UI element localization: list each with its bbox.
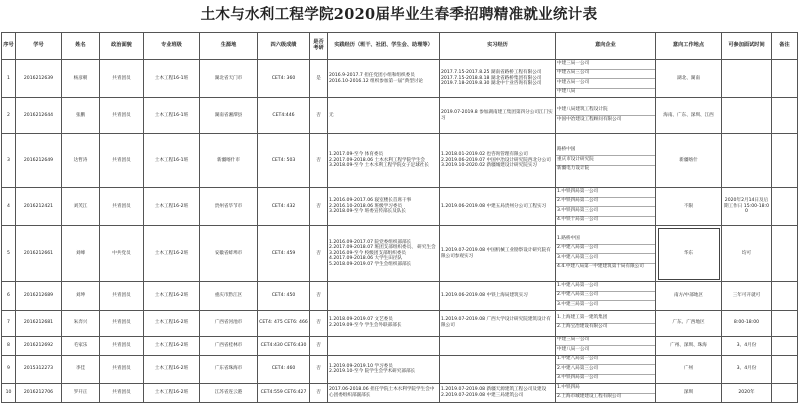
cell-remark	[772, 282, 798, 311]
company-entry: 4.4.中建八局第一中建建筑第十局有限公司	[557, 264, 644, 269]
cell-no: 1	[2, 60, 16, 98]
cell-major-class: 土木工程16-2班	[144, 336, 200, 355]
cell-origin: 湖北省天门市	[200, 60, 258, 98]
cell-interview-time: 三年可开就可	[722, 282, 772, 311]
cell-target-location: 海南、广东、深圳、江西	[656, 98, 722, 134]
cell-student-id: 2016212689	[16, 282, 62, 311]
cell-cet-score: CET4: 432	[258, 188, 310, 226]
company-entry: 中建八局	[557, 89, 576, 94]
cell-target-location: 华东	[656, 226, 722, 282]
company-entry: 中国中冶建设工程顾问有限公司	[557, 116, 622, 122]
cell-no: 7	[2, 310, 16, 336]
company-entry: 1.中铁四局第一公司	[556, 188, 655, 198]
cell-target-companies	[556, 282, 656, 311]
company-entry: 3.中铁四局第一公司	[557, 375, 599, 380]
cell-student-id: 2016212644	[16, 98, 62, 134]
cell-cet-score: CET4: 459	[258, 226, 310, 282]
cell-target-location: 广州	[656, 355, 722, 384]
cell-no: 9	[2, 355, 16, 384]
cell-name: 刘坤	[62, 282, 100, 311]
header-col-major-class: 专业班级	[144, 33, 200, 60]
header-col-practice: 实践经历（班干、社团、学生会、助理等）	[328, 33, 440, 60]
header-col-target-location: 意向工作地点	[656, 33, 722, 60]
cell-cet-score: CET4: 360	[258, 60, 310, 98]
cell-internship: 1.2019.06-2019.08 中建五局贵州分公司工程实习	[440, 188, 556, 226]
cell-target-location: 湖北、湖南	[656, 60, 722, 98]
header-col-no: 序号	[2, 33, 16, 60]
cell-cet-score: CET4: 475 CET6: 466	[258, 310, 310, 336]
company-entry: 中建三局一公司	[556, 337, 655, 347]
header-col-origin: 生源地	[200, 33, 258, 60]
cell-internship	[440, 355, 556, 384]
cell-cet-score: CET4:559 CET6:427	[258, 384, 310, 403]
cell-remark	[772, 336, 798, 355]
cell-origin: 广东省珠海市	[200, 355, 258, 384]
cell-student-id: 2016212692	[16, 336, 62, 355]
company-entry: 1.中铁四局	[556, 384, 655, 394]
company-entry: 2.中建八局第三公司	[556, 365, 655, 375]
cell-practice: 2017.06-2018.06 担任学院土木水利学院学生会中心团委组织部副部长	[328, 384, 440, 403]
cell-target-companies	[556, 336, 656, 355]
header-col-student-id: 学号	[16, 33, 62, 60]
cell-remark	[772, 134, 798, 188]
cell-cet-score: CET4: 503	[258, 134, 310, 188]
cell-target-location: 深圳	[656, 384, 722, 403]
cell-target-companies	[556, 60, 656, 98]
cell-target-location: 不限	[656, 188, 722, 226]
company-entry: 新疆电力设计院	[557, 166, 590, 172]
cell-remark	[772, 310, 798, 336]
cell-no: 3	[2, 134, 16, 188]
cell-name: 罗开正	[62, 384, 100, 403]
cell-remark	[772, 60, 798, 98]
cell-origin: 贵州省毕节市	[200, 188, 258, 226]
cell-target-location: 广州、深圳、珠海	[656, 336, 722, 355]
cell-practice: 1.2016.09-2017.07 院党委组织部部长 2.2017.09-2018.07 班团支部组织委员、 研究生会 3.2016.09-至今 校级团支部组织委员 4.2017.09-2018.06 大学生田径队 5.2018.09-2019.07 学生会组织部部长	[328, 226, 440, 282]
header-row	[2, 33, 798, 60]
cell-major-class: 土木工程16-2班	[144, 310, 200, 336]
company-entry: 2.上海宝冶建设有限公司	[557, 324, 608, 329]
cell-practice: 1.2016.09-2017.06 寝室楼长首席干事 2.2016.10-2018.06 班级学习委员 3.2018.09-至今 班委宣传部长及队长	[328, 188, 440, 226]
cell-name: 刘芙江	[62, 188, 100, 226]
header-col-internship: 实习经历	[440, 33, 556, 60]
cell-practice: 无	[328, 98, 440, 134]
cell-target-location: 广东、广西地区	[656, 310, 722, 336]
cell-cet-score: CET4: 450	[258, 282, 310, 311]
header-col-target-companies: 意向企业	[556, 33, 656, 60]
cell-target-location: 新疆喀什	[656, 134, 722, 188]
cell-major-class: 土木工程16-2班	[144, 355, 200, 384]
cell-remark	[772, 226, 798, 282]
cell-postgrad-exam: 否	[310, 134, 328, 188]
cell-practice: 1.2018.09-2019.07 文艺委员 2.2019.09-至今 学生会外联部部长	[328, 310, 440, 336]
cell-postgrad-exam: 否	[310, 226, 328, 282]
company-entry: 1.路桥中国	[556, 235, 655, 245]
cell-political-status: 共青团员	[100, 282, 144, 311]
cell-political-status: 共青团员	[100, 384, 144, 403]
cell-origin: 广西省河池市	[200, 310, 258, 336]
cell-name: 毛家乐	[62, 336, 100, 355]
header-col-postgrad-exam: 是否考研	[310, 33, 328, 60]
table-row	[2, 134, 798, 188]
cell-political-status: 共青团员	[100, 310, 144, 336]
table-row	[2, 282, 798, 311]
cell-interview-time: 2020年	[722, 384, 772, 403]
company-entry: 3.中建三局第一公司	[557, 301, 599, 307]
company-entry: 2.中铁四局第二公司	[556, 198, 655, 208]
cell-student-id: 2016212661	[16, 226, 62, 282]
cell-origin: 江苏省连云港	[200, 384, 258, 403]
table-row	[2, 336, 798, 355]
cell-name: 刘峰	[62, 226, 100, 282]
cell-internship	[440, 336, 556, 355]
header-col-name: 姓名	[62, 33, 100, 60]
header-col-interview-time: 可参加面试时间	[722, 33, 772, 60]
cell-student-id: 2016212639	[16, 60, 62, 98]
cell-postgrad-exam: 是	[310, 60, 328, 98]
employment-table	[1, 32, 798, 403]
cell-student-id: 2016212421	[16, 188, 62, 226]
company-entry: 中建八局建筑工程设计院	[556, 107, 655, 117]
cell-major-class: 土木工程16-2班	[144, 188, 200, 226]
company-entry: 中建五局一公司	[556, 79, 655, 89]
table-row	[2, 188, 798, 226]
cell-no: 10	[2, 384, 16, 403]
company-entry: 2.上海市城建建设工程有限公司	[557, 394, 622, 399]
cell-interview-time: 3、4月份	[722, 336, 772, 355]
cell-origin: 重庆市黔江区	[200, 282, 258, 311]
cell-no: 4	[2, 188, 16, 226]
cell-interview-time	[722, 60, 772, 98]
cell-name: 朱奔兴	[62, 310, 100, 336]
company-entry: 中建八局一公司	[557, 346, 590, 352]
cell-no: 6	[2, 282, 16, 311]
cell-name: 张鹏	[62, 98, 100, 134]
cell-internship: 2017.7.15-2017.8.25 湖南省路桥工程有限公司 2017.7.15-2018.8.18 湖北省路桥集团有限公司 2019.7.18-2019.8.30 湖北中十业咨询有限公司	[440, 60, 556, 98]
header-col-remark: 备注	[772, 33, 798, 60]
header-col-political-status: 政治面貌	[100, 33, 144, 60]
cell-postgrad-exam: 否	[310, 355, 328, 384]
cell-cet-score: CET4:430 CET6:430	[258, 336, 310, 355]
cell-practice: 2016.9-2017.7 担任党团小组和组织委员 2016.10-2016.12 组织参加第一届“典型讨论	[328, 60, 440, 98]
cell-no: 8	[2, 336, 16, 355]
cell-postgrad-exam: 否	[310, 310, 328, 336]
company-entry: 1.上海建工第一建筑集团	[556, 314, 655, 324]
cell-remark	[772, 188, 798, 226]
cell-political-status: 共青团员	[100, 134, 144, 188]
cell-interview-time	[722, 98, 772, 134]
cell-origin: 安徽省蚌埠市	[200, 226, 258, 282]
cell-target-companies	[556, 134, 656, 188]
cell-postgrad-exam: 否	[310, 188, 328, 226]
cell-origin: 湖南省湘潭县	[200, 98, 258, 134]
cell-major-class: 土木工程16-1班	[144, 98, 200, 134]
cell-political-status: 共青团员	[100, 60, 144, 98]
cell-political-status: 共青团员	[100, 188, 144, 226]
cell-internship: 1.2018.01-2019.02 也咨询管理有限公司 2.2019.06-2019.07 中国中冶设计研究院西北分公司 3.2019.10-2020.02 新疆城建设计研究院实习	[440, 134, 556, 188]
cell-postgrad-exam: 否	[310, 282, 328, 311]
cell-internship: 2019.07-2019.8 参加湖南建工集团第四分公司江门实习	[440, 98, 556, 134]
table-row	[2, 310, 798, 336]
cell-target-companies	[556, 226, 656, 282]
cell-postgrad-exam: 否	[310, 384, 328, 403]
page-title: 土木与水利工程学院2020届毕业生春季招聘精准就业统计表	[200, 6, 598, 23]
table-body	[2, 60, 798, 403]
cell-practice	[328, 282, 440, 311]
cell-internship: 1.2019.06-2019.08 中铁上海局建筑实习	[440, 282, 556, 311]
cell-internship: 1.2019.07-2019.08 新疆天源建筑工程公司及建设 2.2019.07-2019.08 中建三局建筑公司	[440, 384, 556, 403]
company-entry: 中建五局三公司	[556, 70, 655, 80]
cell-interview-time	[722, 134, 772, 188]
cell-interview-time: 均可	[722, 226, 772, 282]
cell-no: 5	[2, 226, 16, 282]
cell-political-status: 共青团员	[100, 355, 144, 384]
cell-remark	[772, 355, 798, 384]
cell-major-class: 土木工程16-1班	[144, 60, 200, 98]
cell-political-status: 共青团员	[100, 98, 144, 134]
cell-major-class: 土木工程16-2班	[144, 384, 200, 403]
header-col-cet-score: 四六级成绩	[258, 33, 310, 60]
table-row	[2, 226, 798, 282]
cell-student-id: 2016212706	[16, 384, 62, 403]
table-row	[2, 60, 798, 98]
cell-practice	[328, 336, 440, 355]
cell-political-status: 中共党员	[100, 226, 144, 282]
company-entry: 重庆市设计研究院	[556, 156, 655, 166]
cell-student-id: 2015312273	[16, 355, 62, 384]
cell-student-id: 2016212681	[16, 310, 62, 336]
cell-practice: 1.2019.09-2019.10 学习委员 2.2019.10-至今 院学生会学术研究部部长	[328, 355, 440, 384]
cell-internship: 1.2019.07-2019.08 中国机械工业勘察设计研究院有限公司参观实习	[440, 226, 556, 282]
company-entry: 2.中建八局第一公司	[556, 245, 655, 255]
cell-political-status: 共青团员	[100, 336, 144, 355]
company-entry: 中建三局一公司	[556, 60, 655, 70]
cell-target-companies	[556, 310, 656, 336]
cell-target-companies	[556, 98, 656, 134]
cell-remark	[772, 98, 798, 134]
company-entry: 3.中建八局第三公司	[556, 254, 655, 264]
cell-postgrad-exam: 否	[310, 98, 328, 134]
cell-target-companies	[556, 188, 656, 226]
company-entry: 4.中铁十局第一公司	[557, 217, 599, 222]
table-row	[2, 355, 798, 384]
company-entry: 2.中建八局第三公司	[556, 292, 655, 302]
table-row	[2, 98, 798, 134]
company-entry: 3.中铁四局第三公司	[556, 207, 655, 217]
cell-interview-time: 2020年2月14日及后期工作日 15:00-18:00	[722, 188, 772, 226]
cell-origin: 新疆喀什市	[200, 134, 258, 188]
cell-name: 杨彦朝	[62, 60, 100, 98]
cell-major-class: 土木工程16-2班	[144, 282, 200, 311]
cell-cet-score: CET4:446	[258, 98, 310, 134]
cell-interview-time: 8:00-18:00	[722, 310, 772, 336]
company-entry: 1.中建八局第一公司	[556, 356, 655, 366]
cell-interview-time: 3、4月份	[722, 355, 772, 384]
cell-major-class: 土木工程16-2班	[144, 226, 200, 282]
cell-target-companies	[556, 355, 656, 384]
cell-major-class: 土木工程16-1班	[144, 134, 200, 188]
cell-internship: 1.2019.07-2019.08 广西大学设计研究院建筑设计有限公司	[440, 310, 556, 336]
cell-target-location: 南方/中部地区	[656, 282, 722, 311]
cell-name: 李佳	[62, 355, 100, 384]
company-entry: 路桥中国	[556, 147, 655, 157]
cell-name: 达哲涛	[62, 134, 100, 188]
cell-practice: 1.2017.09-至今 体育委员 2.2017.09-2018.06 土木水利工程学院学生会 3.2018.09-至今 土木水利工程学院女子足球社长	[328, 134, 440, 188]
cell-postgrad-exam: 否	[310, 336, 328, 355]
company-entry: 1.中建八局第一公司	[556, 282, 655, 292]
cell-student-id: 2016212649	[16, 134, 62, 188]
cell-origin: 广西省桂林市	[200, 336, 258, 355]
cell-cet-score: CET4: 460	[258, 355, 310, 384]
cell-no: 2	[2, 98, 16, 134]
